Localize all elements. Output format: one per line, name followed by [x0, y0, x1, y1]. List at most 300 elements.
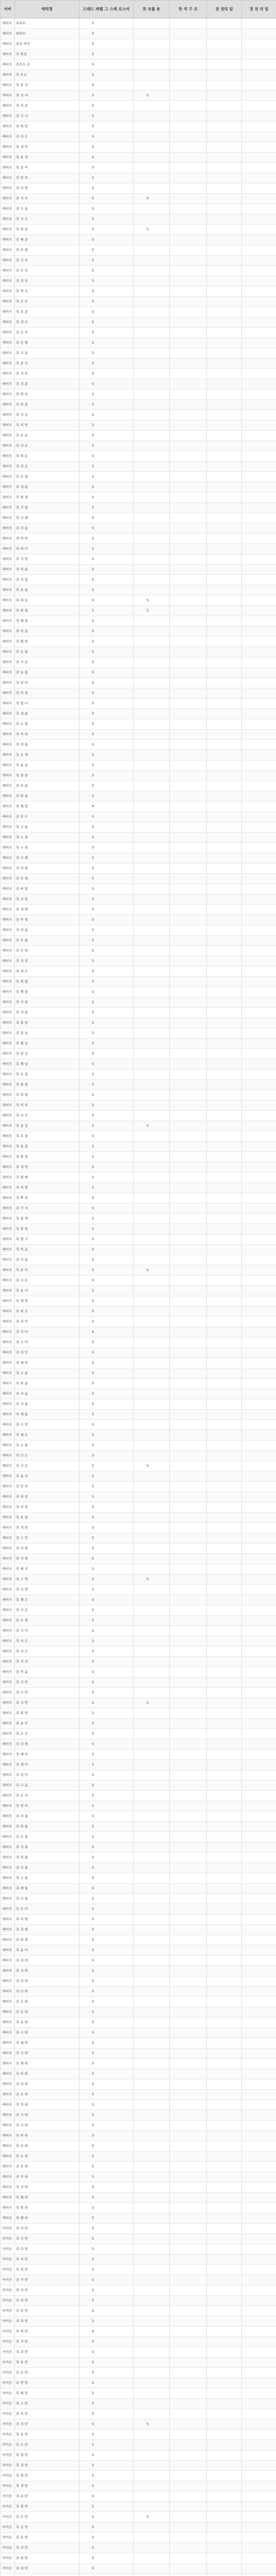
table-row[interactable] [1, 482, 276, 493]
table-row[interactable] [1, 1028, 276, 1039]
cell-character[interactable]: 흑 이 서 [15, 1657, 79, 1667]
cell-character[interactable]: 흑 도 윤 [15, 204, 79, 214]
table-row[interactable] [1, 1719, 276, 1729]
table-row[interactable] [1, 884, 276, 894]
cell-character[interactable]: 흑 가 람 [15, 503, 79, 513]
cell-character[interactable]: 흑 여 울 [15, 740, 79, 750]
cell-character[interactable]: 흑 찬 솔 [15, 771, 79, 781]
cell-character[interactable]: 흑 서 율 [15, 1811, 79, 1822]
cell-character[interactable]: 흑 해 솔 [15, 616, 79, 626]
cell-character[interactable]: 흑 시 하 [15, 2048, 79, 2059]
table-row[interactable] [1, 1842, 276, 1853]
table-row[interactable] [1, 2296, 276, 2306]
table-row[interactable] [1, 2131, 276, 2141]
cell-character[interactable]: 흑 옥 란 [15, 2533, 79, 2543]
table-row[interactable] [1, 235, 276, 245]
table-row[interactable] [1, 2213, 276, 2224]
table-row[interactable] [1, 2378, 276, 2388]
cell-character[interactable]: 흑 윤 슬 [15, 760, 79, 771]
table-row[interactable] [1, 1090, 276, 1100]
cell-character[interactable]: 흑 지 훈 [15, 379, 79, 389]
cell-character[interactable]: 흑 차 란 [15, 2296, 79, 2306]
cell-character[interactable]: 흑 하 은 [15, 1307, 79, 1317]
table-row[interactable] [1, 369, 276, 379]
table-row[interactable] [1, 2522, 276, 2533]
cell-character[interactable]: 흑 채 아 [15, 1760, 79, 1770]
table-row[interactable] [1, 214, 276, 225]
table-row[interactable] [1, 2028, 276, 2038]
cell-character[interactable]: 흑 소 하 [15, 2151, 79, 2162]
cell-character[interactable]: 흑 서 아 [15, 1317, 79, 1327]
cell-character[interactable]: 흑 들 꽃 [15, 1142, 79, 1152]
cell-character[interactable]: 흑 아 라 [15, 730, 79, 740]
table-row[interactable] [1, 1255, 276, 1265]
table-row[interactable] [1, 400, 276, 410]
table-row[interactable] [1, 1234, 276, 1245]
table-row[interactable] [1, 1554, 276, 1564]
cell-character[interactable]: 흑 서 윤 [15, 1389, 79, 1399]
cell-character[interactable]: 흑 예 서 [15, 1750, 79, 1760]
table-row[interactable] [1, 1760, 276, 1770]
table-row[interactable] [1, 1904, 276, 1914]
table-row[interactable] [1, 1781, 276, 1791]
cell-character[interactable]: 흑 혜 하 [15, 2213, 79, 2224]
table-row[interactable] [1, 1595, 276, 1605]
table-row[interactable] [1, 1471, 276, 1482]
cell-character[interactable]: 흑 소 윤 [15, 1368, 79, 1379]
cell-character[interactable]: 흑 풀 잎 [15, 1152, 79, 1162]
cell-character[interactable]: 흑 명 란 [15, 2471, 79, 2481]
table-row[interactable] [1, 1121, 276, 1131]
table-row[interactable] [1, 1410, 276, 1420]
table-row[interactable] [1, 389, 276, 400]
cell-character[interactable]: 흑 시 은 [15, 1461, 79, 1471]
table-row[interactable] [1, 204, 276, 214]
column-header-server[interactable]: 서버 [1, 1, 15, 19]
cell-character[interactable]: 흑 한 빛 [15, 606, 79, 616]
cell-character[interactable]: 흑 별 님 [15, 1039, 79, 1049]
table-row[interactable] [1, 1873, 276, 1884]
cell-character[interactable]: 흑 유 나 [15, 1286, 79, 1296]
table-row[interactable] [1, 80, 276, 91]
cell-character[interactable]: 흑 아 하 [15, 2069, 79, 2079]
cell-character[interactable]: 흑 우 진 [15, 266, 79, 276]
cell-character[interactable]: 흑 서 은 [15, 1636, 79, 1647]
cell-character[interactable]: 흑 나 하 [15, 2121, 79, 2131]
cell-character[interactable]: 흑 승 현 [15, 338, 79, 348]
cell-character[interactable]: 흑 마 란 [15, 2255, 79, 2265]
cell-character[interactable]: 흑 노 을 [15, 833, 79, 843]
cell-character[interactable]: 흑 수 율 [15, 1873, 79, 1884]
cell-character[interactable]: 흑 수 빈 [15, 1420, 79, 1430]
cell-character[interactable]: 흑 한 울 [15, 791, 79, 802]
column-header-col7[interactable]: 정 전 의 일 [242, 1, 276, 19]
cell-character[interactable]: 흑 로 아 [15, 1904, 79, 1914]
table-row[interactable] [1, 709, 276, 719]
table-row[interactable] [1, 1358, 276, 1368]
cell-character[interactable]: 흑 이 현 [15, 1914, 79, 1925]
cell-character[interactable]: 흑 새 벽 [15, 905, 79, 915]
cell-character[interactable]: 흑 푸 름 [15, 781, 79, 791]
table-row[interactable] [1, 245, 276, 256]
cell-character[interactable]: 흑 다 하 [15, 1987, 79, 1997]
cell-character[interactable]: 흑 다 솜 [15, 523, 79, 534]
cell-character[interactable]: 흑 윤 아 [15, 1945, 79, 1956]
cell-character[interactable]: 흑 아 란 [15, 2224, 79, 2234]
table-row[interactable] [1, 266, 276, 276]
cell-character[interactable]: 흑 유 란 [15, 2430, 79, 2440]
cell-character[interactable]: 흑 꽃 님 [15, 1028, 79, 1039]
table-row[interactable] [1, 1966, 276, 1976]
table-row[interactable] [1, 1276, 276, 1286]
table-row[interactable] [1, 1389, 276, 1399]
table-row[interactable] [1, 946, 276, 956]
table-row[interactable] [1, 1811, 276, 1822]
cell-character[interactable]: 흑 연 우 [15, 286, 79, 297]
table-row[interactable] [1, 1214, 276, 1224]
table-row[interactable] [1, 1142, 276, 1152]
cell-character[interactable]: 흑 오 하 [15, 2162, 79, 2172]
cell-character[interactable]: 흑 은 우 [15, 297, 79, 307]
table-row[interactable] [1, 1245, 276, 1255]
table-row[interactable] [1, 1420, 276, 1430]
cell-character[interactable]: 흑 사 랑 [15, 554, 79, 565]
cell-character[interactable]: 흑 도 란 [15, 2512, 79, 2522]
table-row[interactable] [1, 1204, 276, 1214]
table-row[interactable] [1, 2100, 276, 2110]
cell-character[interactable]: 흑 유 림 [15, 1513, 79, 1523]
table-row[interactable] [1, 1585, 276, 1595]
table-row[interactable] [1, 1657, 276, 1667]
table-row[interactable] [1, 19, 276, 29]
cell-character[interactable]: 흑 씨 앗 [15, 1183, 79, 1193]
cell-character[interactable]: 흑오스 르 [15, 60, 79, 70]
cell-character[interactable]: 흑 은 서 [15, 1791, 79, 1801]
table-row[interactable] [1, 626, 276, 637]
cell-character[interactable]: 흑 다 온 [15, 441, 79, 451]
cell-character[interactable]: 흑 다 움 [15, 1255, 79, 1265]
cell-character[interactable]: 흑 숲 길 [15, 1121, 79, 1131]
cell-character[interactable]: 흑 바 다 [15, 544, 79, 554]
table-row[interactable] [1, 863, 276, 874]
cell-character[interactable]: 흑 가 온 [15, 657, 79, 668]
cell-character[interactable]: 흑 하 현 [15, 1935, 79, 1945]
cell-character[interactable]: 흑 하 란 [15, 2327, 79, 2337]
cell-character[interactable]: 흑 아 율 [15, 1853, 79, 1863]
cell-character[interactable]: 흑 수 민 [15, 1533, 79, 1544]
table-row[interactable] [1, 2574, 276, 2576]
cell-character[interactable]: 흑 유 주 [15, 1719, 79, 1729]
cell-character[interactable]: 흑 민 서 [15, 1482, 79, 1492]
cell-character[interactable]: 흑 한 결 [15, 493, 79, 503]
table-row[interactable] [1, 2141, 276, 2151]
table-row[interactable] [1, 730, 276, 740]
table-row[interactable] [1, 1544, 276, 1554]
table-row[interactable] [1, 1193, 276, 1204]
table-row[interactable] [1, 1863, 276, 1873]
table-row[interactable] [1, 2430, 276, 2440]
table-row[interactable] [1, 1399, 276, 1410]
table-row[interactable] [1, 647, 276, 657]
table-row[interactable] [1, 348, 276, 359]
cell-character[interactable]: 흑 주 하 [15, 2172, 79, 2182]
cell-character[interactable]: 흑 오 솔 [15, 1131, 79, 1142]
cell-character[interactable]: 흑 시 연 [15, 1698, 79, 1708]
table-row[interactable] [1, 152, 276, 163]
cell-character[interactable]: 흑 아 침 [15, 915, 79, 925]
cell-character[interactable]: 흑 수 란 [15, 2399, 79, 2409]
table-row[interactable] [1, 575, 276, 585]
cell-character[interactable]: 흑 소 란 [15, 2440, 79, 2450]
table-row[interactable] [1, 2419, 276, 2430]
table-row[interactable] [1, 493, 276, 503]
table-row[interactable] [1, 276, 276, 286]
cell-character[interactable]: 흑 바 란 [15, 2265, 79, 2275]
cell-character[interactable]: 흑 향 기 [15, 1234, 79, 1245]
cell-character[interactable]: 흑 민 호 [15, 173, 79, 183]
cell-character[interactable]: 흑 민 준 [15, 400, 79, 410]
table-row[interactable] [1, 977, 276, 987]
cell-character[interactable]: 흑 지 호 [15, 369, 79, 379]
cell-character[interactable]: 흑 눈 꽃 [15, 1070, 79, 1080]
cell-character[interactable]: 흑 가 란 [15, 2337, 79, 2347]
cell-character[interactable]: 흑 라 희 [15, 863, 79, 874]
cell-character[interactable]: 흑 예 지 [15, 1564, 79, 1574]
cell-character[interactable]: 흑 예 린 [15, 1358, 79, 1368]
table-row[interactable] [1, 441, 276, 451]
cell-character[interactable]: 흑 서 현 [15, 1544, 79, 1554]
cell-character[interactable]: 흑 다 은 [15, 1451, 79, 1461]
table-row[interactable] [1, 1317, 276, 1327]
table-row[interactable] [1, 2244, 276, 2255]
cell-character[interactable]: 흑 파 도 [15, 967, 79, 977]
cell-character[interactable]: 흑 현 우 [15, 389, 79, 400]
table-row[interactable] [1, 1482, 276, 1492]
table-row[interactable] [1, 2553, 276, 2564]
table-row[interactable] [1, 554, 276, 565]
table-row[interactable] [1, 791, 276, 802]
table-row[interactable] [1, 1492, 276, 1502]
table-row[interactable] [1, 379, 276, 389]
table-row[interactable] [1, 1451, 276, 1461]
cell-character[interactable]: 흑 뿌 리 [15, 1193, 79, 1204]
cell-character[interactable]: 흑 가 을 [15, 997, 79, 1008]
table-row[interactable] [1, 2316, 276, 2327]
table-row[interactable] [1, 699, 276, 709]
table-row[interactable] [1, 1770, 276, 1781]
table-row[interactable] [1, 1914, 276, 1925]
table-row[interactable] [1, 1296, 276, 1307]
cell-character[interactable]: 흑 미 리 [15, 688, 79, 699]
cell-character[interactable]: 흑 연 란 [15, 2378, 79, 2388]
cell-character[interactable]: 흑 소 율 [15, 1440, 79, 1451]
table-row[interactable] [1, 1976, 276, 1987]
column-header-roster-level[interactable]: 드래드 레벨 그 스테 로스터 [79, 1, 134, 19]
table-row[interactable] [1, 2038, 276, 2048]
cell-character[interactable]: 흑 예 은 [15, 1430, 79, 1440]
table-row[interactable] [1, 307, 276, 317]
table-row[interactable] [1, 2007, 276, 2018]
cell-character[interactable]: 흑 시 우 [15, 214, 79, 225]
table-row[interactable] [1, 1987, 276, 1997]
table-row[interactable] [1, 2193, 276, 2203]
table-row[interactable] [1, 781, 276, 791]
table-row[interactable] [1, 1956, 276, 1966]
table-row[interactable] [1, 451, 276, 462]
cell-character[interactable]: 흑 하 늘 [15, 596, 79, 606]
cell-character[interactable]: 흑 희 란 [15, 2564, 79, 2574]
cell-character[interactable]: 흑 저 녁 [15, 956, 79, 967]
cell-character[interactable]: 흑 해 랑 [15, 802, 79, 812]
cell-character[interactable]: 흑 잎 새 [15, 1214, 79, 1224]
cell-character[interactable]: 흑 물 결 [15, 1080, 79, 1090]
table-row[interactable] [1, 2255, 276, 2265]
cell-character[interactable]: 흑 늘 봄 [15, 668, 79, 678]
cell-character[interactable]: 흑 사 란 [15, 2275, 79, 2285]
cell-character[interactable]: 흑 건 우 [15, 256, 79, 266]
table-row[interactable] [1, 122, 276, 132]
table-row[interactable] [1, 2110, 276, 2121]
table-row[interactable] [1, 997, 276, 1008]
cell-character[interactable]: 흑 세 린 [15, 142, 79, 152]
cell-character[interactable]: 흑 타 란 [15, 2306, 79, 2316]
table-row[interactable] [1, 338, 276, 348]
cell-character[interactable]: 흑 봄 날 [15, 1018, 79, 1028]
cell-character[interactable]: 흑 예 하 [15, 2038, 79, 2048]
cell-character[interactable]: 흑 리 아 [15, 1770, 79, 1781]
cell-character[interactable]: 흑 다 래 [15, 853, 79, 863]
cell-character[interactable]: 흑 이 하 [15, 1976, 79, 1987]
cell-character[interactable]: 흑 준 우 [15, 359, 79, 369]
cell-character[interactable]: 흑 시 온 [15, 1276, 79, 1286]
table-row[interactable] [1, 132, 276, 142]
table-row[interactable] [1, 1183, 276, 1193]
cell-character[interactable]: 흑 다 율 [15, 1863, 79, 1873]
column-header-character[interactable]: 캐릭명 [15, 1, 79, 19]
cell-character[interactable]: 흑 하 율 [15, 1822, 79, 1832]
table-row[interactable] [1, 163, 276, 173]
cell-character[interactable]: 흑 지 안 [15, 1677, 79, 1688]
table-row[interactable] [1, 1018, 276, 1028]
cell-character[interactable]: 흑 카 샤 [15, 91, 79, 101]
table-row[interactable] [1, 1853, 276, 1863]
table-row[interactable] [1, 1173, 276, 1183]
cell-character[interactable]: 흑 로 운 [15, 431, 79, 441]
table-row[interactable] [1, 1513, 276, 1523]
cell-character[interactable]: 흑 예 율 [15, 1884, 79, 1894]
table-row[interactable] [1, 91, 276, 101]
table-row[interactable] [1, 2512, 276, 2522]
table-row[interactable] [1, 1616, 276, 1626]
cell-character[interactable]: 흑 하 윤 [15, 1379, 79, 1389]
cell-character[interactable]: 흑 겨 울 [15, 1008, 79, 1018]
table-row[interactable] [1, 2461, 276, 2471]
table-row[interactable] [1, 802, 276, 812]
table-row[interactable] [1, 905, 276, 915]
table-row[interactable] [1, 544, 276, 554]
table-row[interactable] [1, 678, 276, 688]
table-row[interactable] [1, 2502, 276, 2512]
table-row[interactable] [1, 2069, 276, 2079]
table-row[interactable] [1, 1729, 276, 1739]
table-row[interactable] [1, 719, 276, 730]
table-row[interactable] [1, 1626, 276, 1636]
table-row[interactable] [1, 1945, 276, 1956]
table-row[interactable] [1, 1698, 276, 1708]
table-row[interactable] [1, 2172, 276, 2182]
cell-character[interactable]: 흑 지 율 [15, 1842, 79, 1853]
cell-character[interactable]: 흑 여 름 [15, 925, 79, 936]
table-row[interactable] [1, 1688, 276, 1698]
table-row[interactable] [1, 812, 276, 822]
cell-character[interactable]: 흑 시 율 [15, 1894, 79, 1904]
cell-character[interactable]: 흑 다 현 [15, 1739, 79, 1750]
table-row[interactable] [1, 1337, 276, 1348]
table-row[interactable] [1, 1708, 276, 1719]
cell-character[interactable]: 흑 자 람 [15, 575, 79, 585]
cell-character[interactable]: 흑 지 란 [15, 2419, 79, 2430]
cell-character[interactable]: 흑 열 매 [15, 1173, 79, 1183]
table-row[interactable] [1, 668, 276, 678]
cell-character[interactable]: 흑 진 하 [15, 2182, 79, 2193]
table-row[interactable] [1, 1647, 276, 1657]
table-row[interactable] [1, 1286, 276, 1296]
table-row[interactable] [1, 894, 276, 905]
table-row[interactable] [1, 142, 276, 152]
table-row[interactable] [1, 2327, 276, 2337]
table-row[interactable] [1, 657, 276, 668]
cell-character[interactable]: 흑 모 래 [15, 874, 79, 884]
table-row[interactable] [1, 2018, 276, 2028]
cell-character[interactable]: 흑 진 란 [15, 2543, 79, 2553]
table-row[interactable] [1, 606, 276, 616]
cell-character[interactable]: 흑 라 현 [15, 1925, 79, 1935]
table-row[interactable] [1, 1307, 276, 1317]
table-row[interactable] [1, 956, 276, 967]
cell-character[interactable]: 흑 나 윤 [15, 1781, 79, 1791]
cell-character[interactable]: 흑 이 끼 [15, 1100, 79, 1111]
table-row[interactable] [1, 1111, 276, 1121]
cell-character[interactable]: 흑 로 하 [15, 2090, 79, 2100]
table-row[interactable] [1, 1379, 276, 1389]
cell-character[interactable]: 흑 보 람 [15, 472, 79, 482]
cell-character[interactable]: 흑 유 준 [15, 307, 79, 317]
cell-character[interactable]: 흑 초 롱 [15, 585, 79, 596]
cell-character[interactable] [15, 2574, 79, 2576]
cell-character[interactable]: 흑 태 하 [15, 2193, 79, 2203]
cell-character[interactable]: 흑포투 [15, 19, 79, 29]
cell-character[interactable]: 흑 윤 서 [15, 1471, 79, 1482]
cell-character[interactable]: 흑 나 래 [15, 513, 79, 523]
table-row[interactable] [1, 1348, 276, 1358]
cell-character[interactable]: 흑 꽃 잎 [15, 1224, 79, 1234]
cell-character[interactable]: 흑 미 란 [15, 2409, 79, 2419]
cell-character[interactable]: 흑 아 린 [15, 1502, 79, 1513]
cell-character[interactable]: 흑 달 님 [15, 1049, 79, 1059]
cell-character[interactable]: 흑 도 연 [15, 1616, 79, 1626]
cell-character[interactable]: 흑 나 무 [15, 1111, 79, 1121]
cell-character[interactable]: 흑 누 리 [15, 843, 79, 853]
table-row[interactable] [1, 2450, 276, 2461]
cell-character[interactable]: 흑 은 율 [15, 1832, 79, 1842]
table-row[interactable] [1, 2151, 276, 2162]
table-row[interactable] [1, 2471, 276, 2481]
cell-character[interactable]: 흑 다 은 [15, 132, 79, 142]
table-row[interactable] [1, 1739, 276, 1750]
table-row[interactable] [1, 585, 276, 596]
cell-character[interactable]: 흑 햇 살 [15, 987, 79, 997]
cell-character[interactable]: 흑 하 연 [15, 1708, 79, 1719]
